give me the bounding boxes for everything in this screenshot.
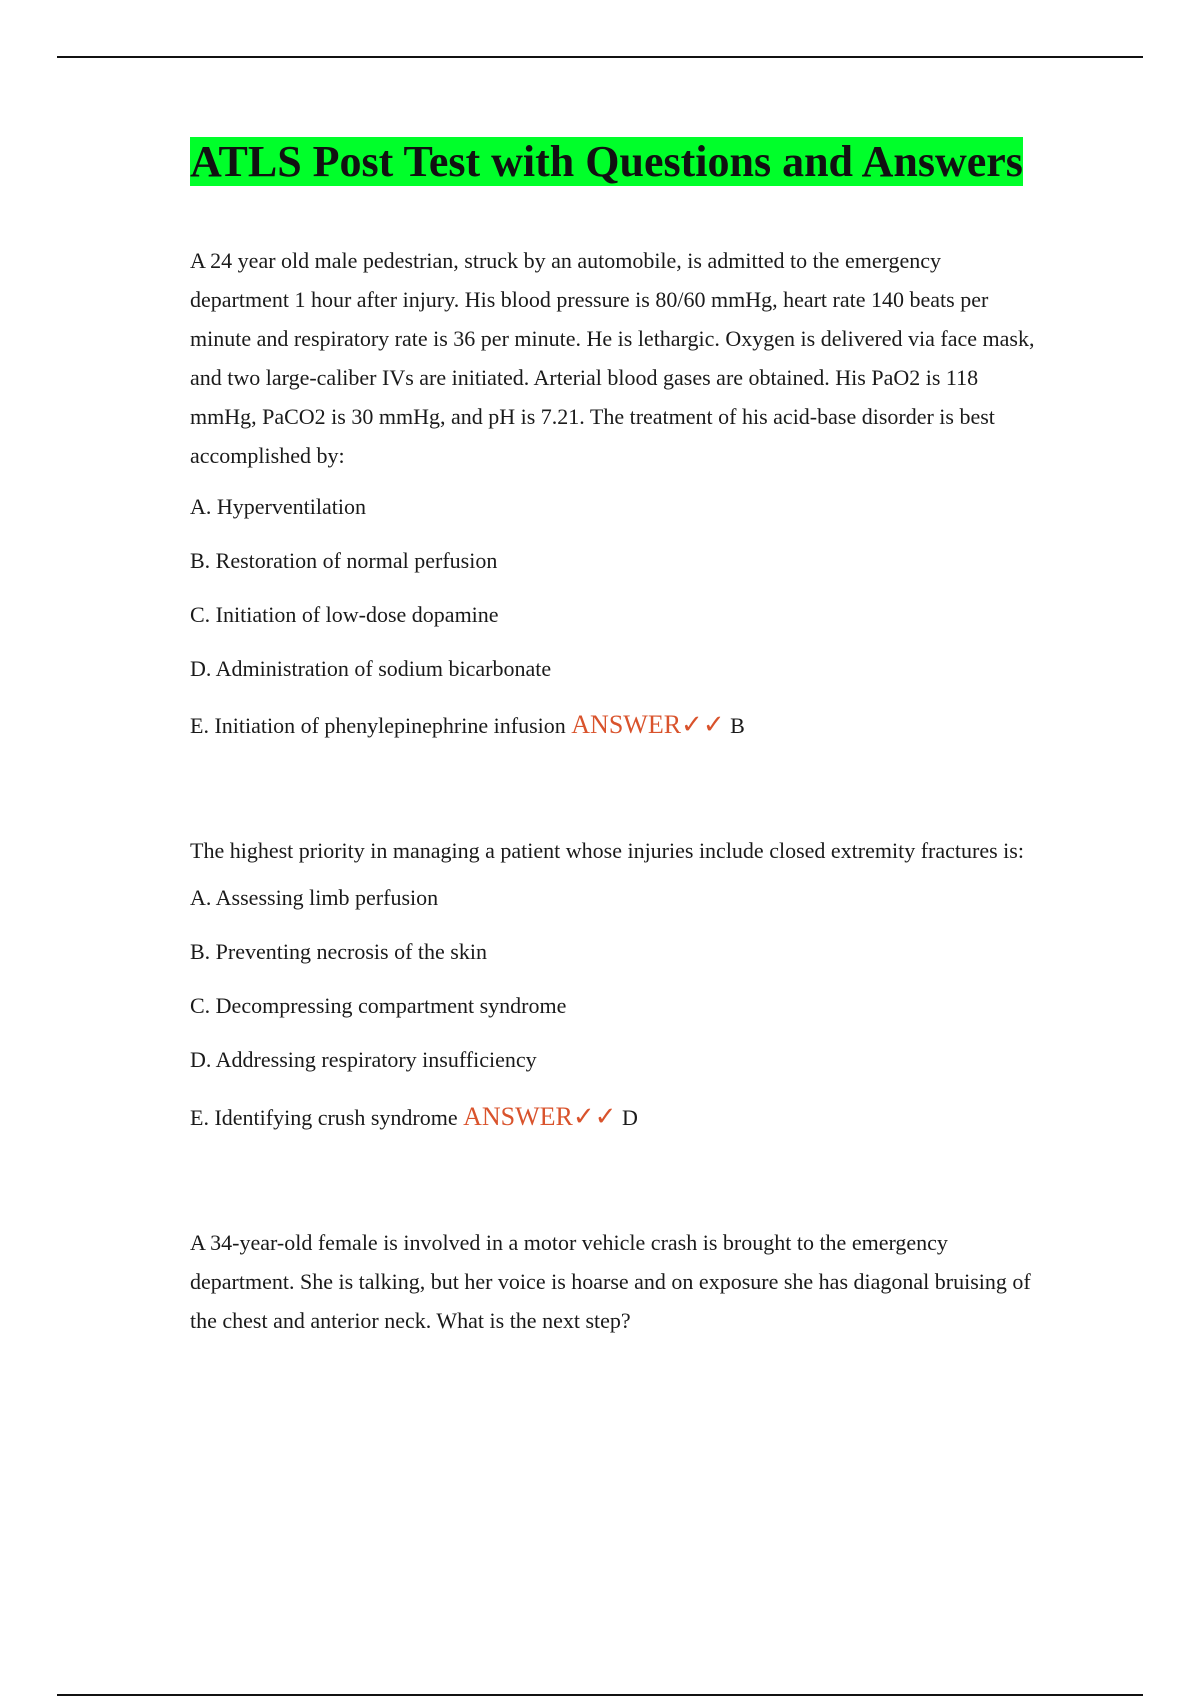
question-1-answer: B bbox=[730, 713, 745, 738]
question-2-answer-label: ANSWER✓✓ bbox=[463, 1102, 617, 1131]
question-2-option-e: E. Identifying crush syndrome bbox=[190, 1105, 458, 1130]
question-2-option-c: C. Decompressing compartment syndrome bbox=[190, 993, 567, 1018]
question-2-option-a: A. Assessing limb perfusion bbox=[190, 885, 439, 910]
page-title bbox=[190, 135, 1050, 188]
title-highlight: ATLS Post Test with Questions and Answers bbox=[190, 137, 1023, 186]
question-1-option-a: A. Hyperventilation bbox=[190, 494, 366, 519]
footer-rule bbox=[57, 1694, 1143, 1696]
question-3-text: A 34-year-old female is involved in a motor vehicle crash is brought to the emergency department. She is talking, but her voice is hoarse and on exposure she has diagonal bruising of the chest and anterior neck. What is the next step? bbox=[190, 1230, 1031, 1333]
question-1-option-d: D. Administration of sodium bicarbonate bbox=[190, 656, 552, 681]
question-2-text: The highest priority in managing a patient whose injuries include closed extremity fractures is: bbox=[190, 838, 1024, 863]
question-1-text: A 24 year old male pedestrian, struck by an automobile, is admitted to the emergency department 1 hour after injury. His blood pressure is 80/60 mmHg, heart rate 140 beats per minute and respiratory rate is 36 per minute. He is lethargic. Oxygen is delivered via face mask, and two large-caliber IVs are initiated. Arterial blood gases are obtained. His PaO2 is 118 mmHg, PaCO2 is 30 mmHg, and pH is 7.21. The treatment of his acid-base disorder is best accomplished by: bbox=[190, 248, 1035, 468]
question-1-option-c: C. Initiation of low-dose dopamine bbox=[190, 602, 499, 627]
question-2-option-e-line bbox=[190, 1102, 1050, 1133]
question-2-option-b: B. Preventing necrosis of the skin bbox=[190, 939, 487, 964]
question-1-option-b: B. Restoration of normal perfusion bbox=[190, 548, 498, 573]
header-rule bbox=[57, 56, 1143, 58]
question-2-answer: D bbox=[621, 1105, 638, 1130]
document-body bbox=[190, 135, 1050, 1340]
question-1-option-e-line bbox=[190, 710, 1050, 741]
question-1-option-e: E. Initiation of phenylepinephrine infusion bbox=[190, 713, 566, 738]
question-2-option-d: D. Addressing respiratory insufficiency bbox=[190, 1047, 537, 1072]
question-1-answer-label: ANSWER✓✓ bbox=[571, 710, 725, 739]
